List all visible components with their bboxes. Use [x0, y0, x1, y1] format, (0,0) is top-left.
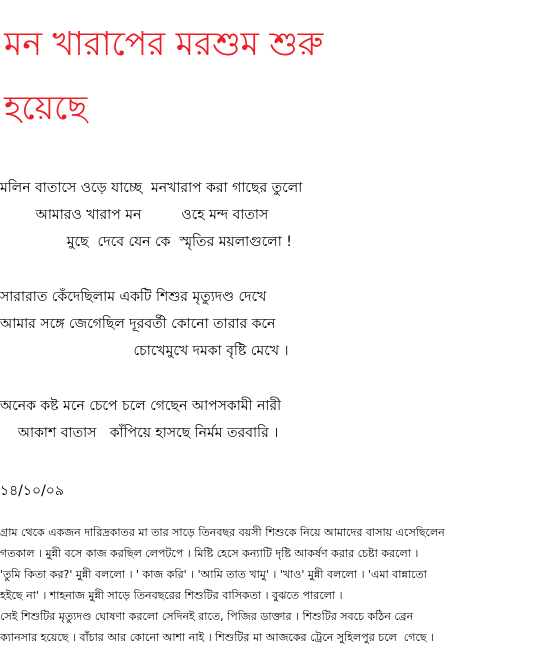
poem-line: অনেক কষ্ট মনে চেপে চলে গেছেন আপসকামী নারী [0, 398, 282, 414]
title-line-1: মন খারাপের মরশুম শুরু [4, 24, 324, 63]
prose-line: হইছে না' । শাহনাজ মুন্নী সাড়ে তিনবছরের শিশুটির বাসিকতা । বুঝতে পারলো । [0, 589, 343, 602]
poem-line: আমার সঙ্গে জেগেছিল দূরবর্তী কোনো তারার কনে [0, 316, 276, 332]
prose-line: গ্রাম থেকে একজন দারিদ্রকাতর মা তার সাড়ে তিনবছর বয়সী শিশুকে নিয়ে আমাদের বাসায় এসেছিলেন [0, 526, 445, 539]
prose-line: ক্যানসার হয়েছে । বাঁচার আর কোনো আশা নাই । শিশুটির মা আজকের ট্রেনে সুহিলপুর চলে গেছে । [0, 631, 434, 644]
date: ১৪/১০/০৯ [0, 483, 64, 499]
poem-line: চোখেমুখে দমকা বৃষ্টি মেখে । [0, 343, 289, 359]
poem-line: আকাশ বাতাস কাঁপিয়ে হাসছে নির্মম তরবারি । [0, 425, 279, 441]
poem-line: আমারও খারাপ মন ওহে মন্দ বাতাস [0, 207, 269, 223]
page-title [4, 12, 544, 140]
prose-line: সেই শিশুটির মৃত্যুদণ্ড ঘোষণা করলো সেদিনই রাতে, পিজির ডাক্তার । শিশুটির সবচে কঠিন ব্রেন [0, 610, 414, 623]
prose-line: গতকাল । মুন্নী বসে কাজ করছিল লেপটপে । মিষ্টি হেসে কন্যাটি দৃষ্টি আকর্ষণ করার চেষ্টা করলো । [0, 547, 419, 560]
poem-line: মুছে দেবে যেন কে স্মৃতির ময়লাগুলো ! [0, 234, 292, 250]
poem-line: সারারাত কেঁদেছিলাম একটি শিশুর মৃত্যুদণ্ড দেখে [0, 289, 267, 305]
title-line-2: হয়েছে [4, 88, 88, 127]
prose-line: 'তুমি কিতা কর?' মুন্নী বললো । ' কাজ করি' । 'আমি তাত খামু' । 'খাও' মুন্নী বললো । 'এমা বান্নাতো [0, 568, 427, 581]
poem-line: মলিন বাতাসে ওড়ে যাচ্ছে মনখারাপ করা গাছের তুলো [0, 180, 303, 196]
